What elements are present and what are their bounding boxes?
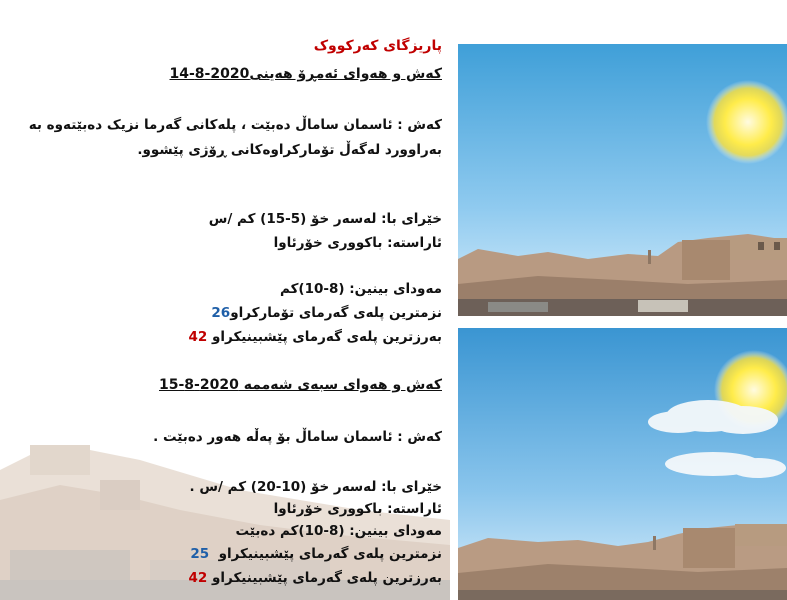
weather-photo-partly-cloudy <box>458 328 787 600</box>
day1-max-temp-value: 42 <box>188 329 208 345</box>
day1-condition-line1: کەش : ئاسمان ساماڵ دەبێت ، پلەکانی گەرما نزیک دەبێتەوە بە <box>28 117 442 133</box>
day1-max-temp-label: بەرزترین پلەی گەرمای پێشبینیکراو <box>212 329 442 345</box>
day2-visibility: مەودای بینین: (8-10)کم دەبێت <box>235 523 442 539</box>
weather-photo-sunny <box>458 44 787 316</box>
day2-min-temp-value: 25 <box>190 546 210 562</box>
forecast-text-column <box>28 0 442 600</box>
day1-wind-direction: ئاراستە: باکووری خۆرئاوا <box>273 235 442 251</box>
day2-max-temp-label: بەرزترین پلەی گەرمای پێشبینیکراو <box>212 570 442 586</box>
day2-max-temp-row <box>189 570 442 586</box>
day1-min-temp-value: 26 <box>211 305 231 321</box>
day1-condition-line2: بەراوورد لەگەڵ تۆمارکراوەکانی ڕۆژی پێشوو. <box>137 142 442 158</box>
day2-min-temp-row <box>190 546 442 562</box>
day1-visibility: مەودای بینین: (8-10)کم <box>279 281 442 297</box>
day2-heading: کەش و هەوای سبەی شەممە 2020-8-15 <box>159 377 442 393</box>
day1-min-temp-label: نزمترین پلەی گەرمای تۆمارکراو <box>230 305 442 321</box>
day2-wind-speed: خێرای با: لەسەر خۆ (10-20) کم /س . <box>189 479 442 495</box>
day2-max-temp-value: 42 <box>188 570 208 586</box>
day1-min-temp-row <box>211 305 442 321</box>
day2-min-temp-label: نزمترین پلەی گەرمای پێشبینیکراو <box>218 546 442 562</box>
day1-max-temp-row <box>189 329 442 345</box>
day1-wind-speed: خێرای با: لەسەر خۆ (5-15) کم /س <box>208 211 442 227</box>
province-title: پاریزگای کەرکووک <box>313 38 442 54</box>
day2-condition: کەش : ئاسمان ساماڵ بۆ پەڵە هەور دەبێت . <box>153 429 442 445</box>
day2-wind-direction: ئاراستە: باکووری خۆرئاوا <box>273 501 442 517</box>
day1-heading: کەش و هەوای ئەمڕۆ هەینی2020-8-14 <box>169 66 442 82</box>
